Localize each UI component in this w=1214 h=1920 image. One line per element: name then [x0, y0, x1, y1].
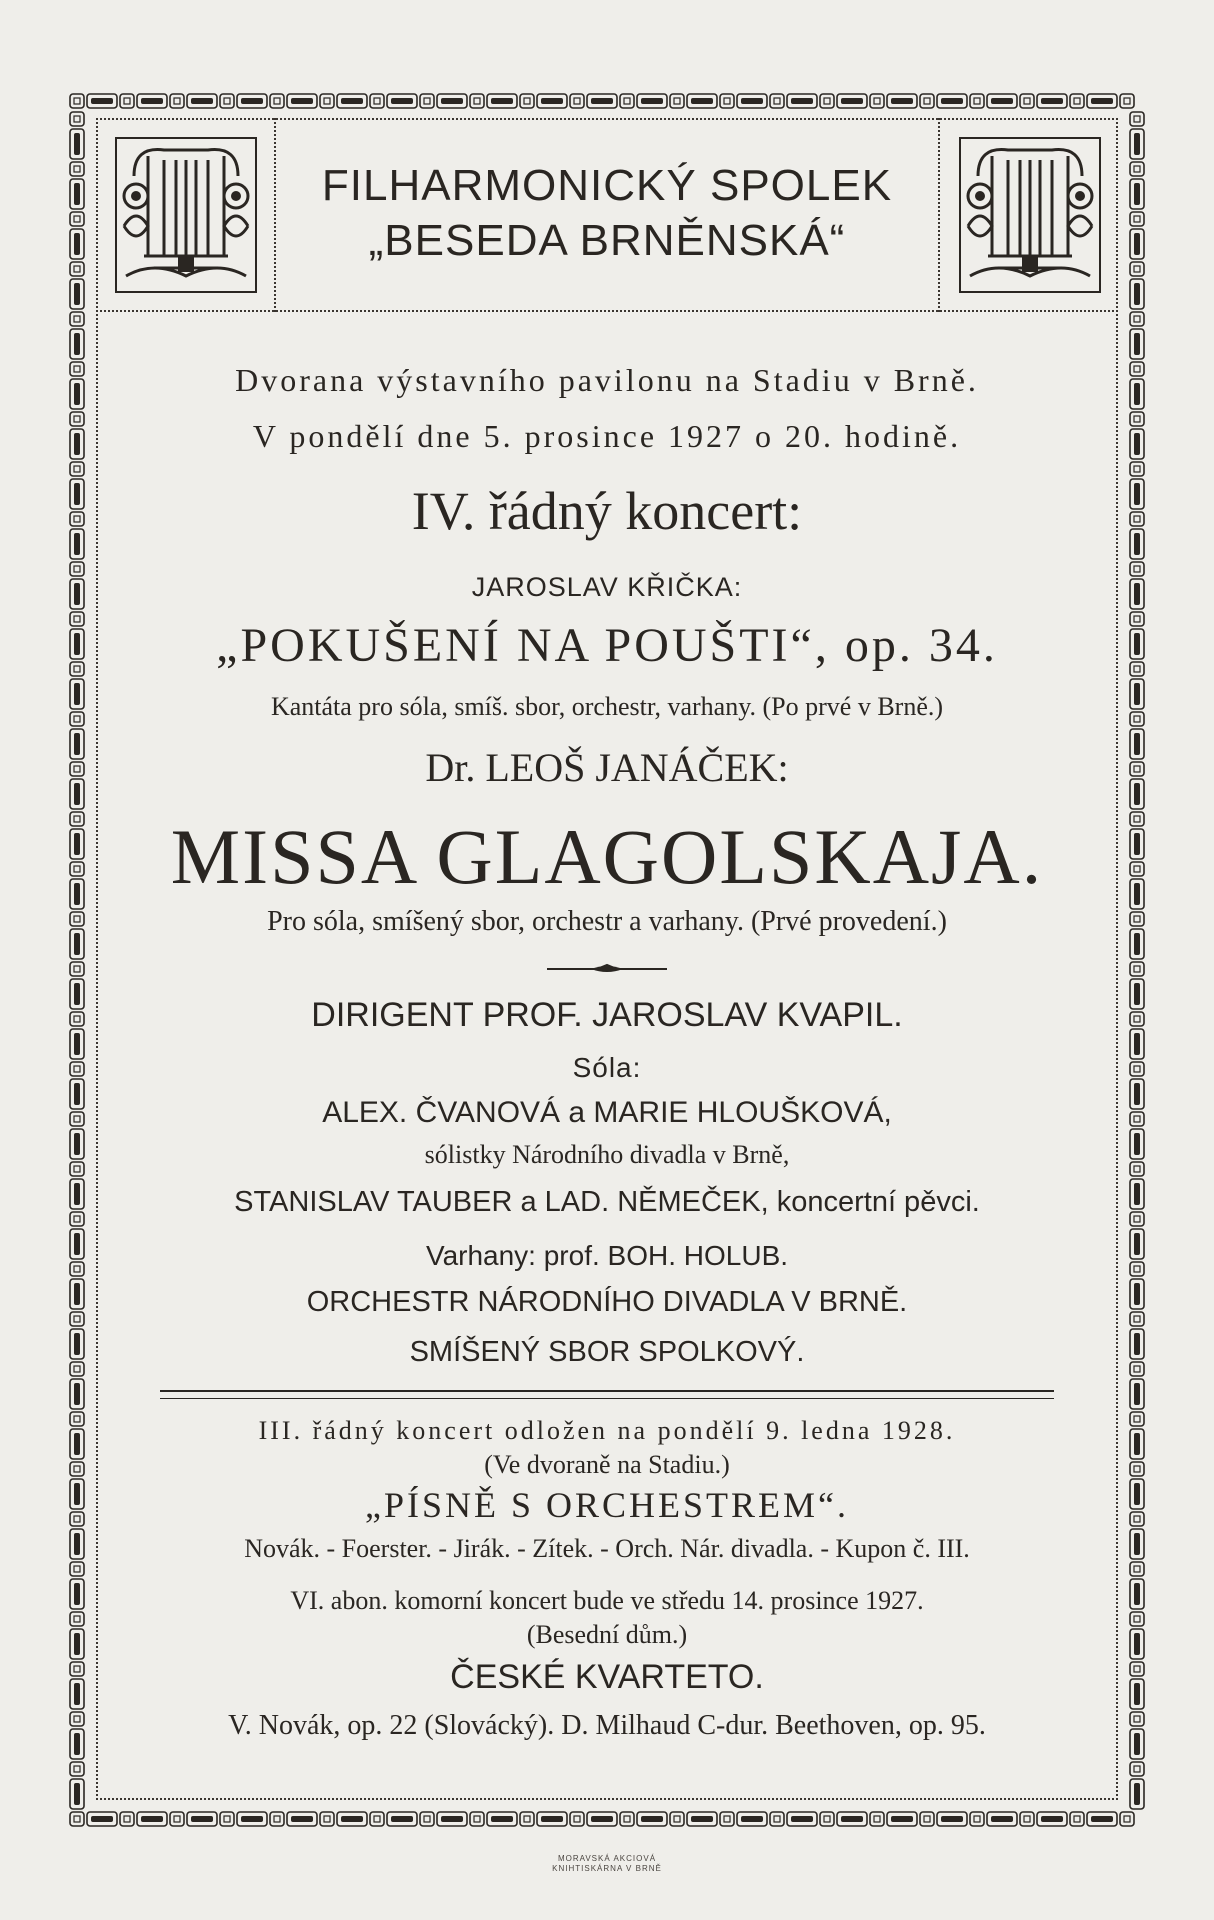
- soloists-male: STANISLAV TAUBER a LAD. NĚMEČEK, koncertní pěvci.: [234, 1186, 980, 1218]
- border-link: [70, 262, 84, 276]
- border-link: [1130, 1662, 1144, 1676]
- postponed-venue: (Ve dvoraně na Stadiu.): [484, 1450, 730, 1479]
- border-link: [70, 529, 84, 559]
- organist: Varhany: prof. BOH. HOLUB.: [425, 1240, 789, 1271]
- border-link: [1130, 1779, 1144, 1809]
- border-link: [1130, 1579, 1144, 1609]
- border-link: [70, 1429, 84, 1459]
- border-link: [1130, 329, 1144, 359]
- border-link: [70, 1462, 84, 1476]
- border-link: [1130, 1229, 1144, 1259]
- border-link: [70, 429, 84, 459]
- border-link: [70, 1762, 84, 1776]
- border-link: [1130, 262, 1144, 276]
- border-link: [1130, 1729, 1144, 1759]
- border-link: [1130, 1029, 1144, 1059]
- date-line: V pondělí dne 5. prosince 1927 o 20. hodině.: [252, 418, 962, 454]
- border-link: [70, 962, 84, 976]
- border-link: [1130, 1562, 1144, 1576]
- work-missa-description: Pro sóla, smíšený sbor, orchestr a varhany. (Prvé provedení.): [267, 906, 947, 937]
- postponed-notice: III. řádný koncert odložen na pondělí 9. ledna 1928.: [258, 1416, 956, 1445]
- printer-line-2: KNIHTISKÁRNA V BRNĚ: [552, 1864, 662, 1873]
- border-link: [1130, 679, 1144, 709]
- border-link: [1130, 1162, 1144, 1176]
- solo-label: Sóla:: [572, 1052, 642, 1083]
- border-link: [70, 979, 84, 1009]
- border-link: [1130, 529, 1144, 559]
- border-link: [70, 479, 84, 509]
- border-link: [70, 1479, 84, 1509]
- border-link: [1130, 862, 1144, 876]
- venue-line: Dvorana výstavního pavilonu na Stadiu v Brně.: [235, 362, 979, 398]
- border-link: [70, 312, 84, 326]
- choir: SMÍŠENÝ SBOR SPOLKOVÝ.: [409, 1336, 805, 1368]
- border-link: [1130, 1079, 1144, 1109]
- border-link: [1130, 612, 1144, 626]
- border-link: [1130, 829, 1144, 859]
- border-link: [70, 94, 84, 108]
- border-link: [70, 762, 84, 776]
- border-link: [70, 612, 84, 626]
- border-link: [70, 729, 84, 759]
- border-link: [70, 862, 84, 876]
- border-link: [70, 629, 84, 659]
- border-link: [1130, 1712, 1144, 1726]
- border-right: [1128, 110, 1146, 1810]
- border-link: [1130, 229, 1144, 259]
- border-link: [1130, 979, 1144, 1009]
- border-link: [70, 1412, 84, 1426]
- border-link: [70, 1662, 84, 1676]
- border-link: [70, 162, 84, 176]
- conductor: DIRIGENT PROF. JAROSLAV KVAPIL.: [311, 996, 903, 1034]
- border-link: [70, 1612, 84, 1626]
- chamber-title: ČESKÉ KVARTETO.: [450, 1658, 764, 1696]
- border-link: [1130, 729, 1144, 759]
- border-link: [70, 879, 84, 909]
- border-link: [70, 1079, 84, 1109]
- printer-mark: [0, 1854, 1214, 1874]
- composer-janacek: Dr. LEOŠ JANÁČEK:: [425, 745, 789, 790]
- border-link: [70, 1579, 84, 1609]
- border-link: [1130, 512, 1144, 526]
- border-link: [1130, 1329, 1144, 1359]
- border-link: [1130, 962, 1144, 976]
- border-link: [70, 1212, 84, 1226]
- border-link: [70, 1162, 84, 1176]
- border-link: [1130, 179, 1144, 209]
- border-link: [1130, 662, 1144, 676]
- border-link: [1130, 479, 1144, 509]
- border-link: [70, 229, 84, 259]
- border-link: [70, 112, 84, 126]
- border-link: [1130, 1462, 1144, 1476]
- border-link: [1130, 1379, 1144, 1409]
- border-link: [70, 929, 84, 959]
- border-link: [70, 279, 84, 309]
- border-link: [1130, 912, 1144, 926]
- border-link: [70, 329, 84, 359]
- border-link: [70, 1029, 84, 1059]
- border-link: [70, 1312, 84, 1326]
- border-link: [70, 1062, 84, 1076]
- border-link: [70, 1679, 84, 1709]
- border-link: [70, 462, 84, 476]
- border-link: [1130, 1629, 1144, 1659]
- border-link: [1130, 1062, 1144, 1076]
- border-link: [1130, 1279, 1144, 1309]
- border-link: [70, 1529, 84, 1559]
- border-link: [1130, 1312, 1144, 1326]
- postponed-title: „PÍSNĚ S ORCHESTREM“.: [364, 1485, 850, 1525]
- border-link: [70, 1262, 84, 1276]
- concert-program: [130, 0, 1084, 1920]
- border-link: [1130, 1512, 1144, 1526]
- border-link: [70, 1729, 84, 1759]
- border-left: [68, 110, 86, 1810]
- border-link: [1130, 879, 1144, 909]
- border-link: [70, 212, 84, 226]
- border-link: [70, 679, 84, 709]
- border-link: [1130, 1212, 1144, 1226]
- border-link: [1130, 812, 1144, 826]
- border-link: [1087, 1812, 1117, 1826]
- border-link: [70, 1512, 84, 1526]
- border-link: [1130, 629, 1144, 659]
- border-link: [70, 1329, 84, 1359]
- border-link: [1130, 162, 1144, 176]
- postponed-program: Novák. - Foerster. - Jirák. - Zítek. - Orch. Nár. divadla. - Kupon č. III.: [244, 1534, 970, 1563]
- border-link: [87, 94, 117, 108]
- border-link: [1130, 362, 1144, 376]
- work-missa-glagolskaja: MISSA GLAGOLSKAJA.: [170, 813, 1044, 900]
- border-link: [70, 829, 84, 859]
- border-link: [1130, 1429, 1144, 1459]
- border-link: [1130, 112, 1144, 126]
- printer-line-1: MORAVSKÁ AKCIOVÁ: [557, 1854, 657, 1863]
- border-link: [70, 1712, 84, 1726]
- border-link: [1130, 1679, 1144, 1709]
- border-link: [70, 912, 84, 926]
- border-link: [1130, 1362, 1144, 1376]
- border-link: [70, 1279, 84, 1309]
- border-link: [70, 129, 84, 159]
- border-link: [70, 512, 84, 526]
- ornament-divider: [547, 962, 667, 980]
- chamber-notice: VI. abon. komorní koncert bude ve středu 14. prosince 1927.: [290, 1586, 924, 1615]
- border-link: [1130, 1262, 1144, 1276]
- border-link: [70, 579, 84, 609]
- chamber-program: V. Novák, op. 22 (Slovácký). D. Milhaud C-dur. Beethoven, op. 95.: [228, 1710, 986, 1741]
- border-link: [70, 712, 84, 726]
- border-link: [1130, 1612, 1144, 1626]
- border-link: [70, 662, 84, 676]
- border-link: [1120, 1812, 1134, 1826]
- work-pokuseni-description: Kantáta pro sóla, smíš. sbor, orchestr, varhany. (Po prvé v Brně.): [270, 692, 944, 721]
- border-link: [1130, 429, 1144, 459]
- border-link: [1087, 94, 1117, 108]
- border-link: [1130, 712, 1144, 726]
- border-link: [1130, 779, 1144, 809]
- border-link: [70, 1129, 84, 1159]
- soloists-female: ALEX. ČVANOVÁ a MARIE HLOUŠKOVÁ,: [322, 1096, 892, 1129]
- border-link: [1130, 762, 1144, 776]
- border-link: [70, 1112, 84, 1126]
- chamber-venue: (Besední dům.): [526, 1620, 688, 1649]
- border-link: [70, 1012, 84, 1026]
- soloists-female-note: sólistky Národního divadla v Brně,: [424, 1140, 790, 1169]
- border-link: [70, 1229, 84, 1259]
- border-link: [1130, 412, 1144, 426]
- border-link: [70, 1779, 84, 1809]
- border-link: [70, 779, 84, 809]
- border-link: [1130, 129, 1144, 159]
- society-line-2: „BESEDA BRNĚNSKÁ“: [368, 216, 846, 265]
- orchestra: ORCHESTR NÁRODNÍHO DIVADLA V BRNĚ.: [306, 1286, 908, 1318]
- composer-kricka: JAROSLAV KŘIČKA:: [471, 572, 743, 602]
- border-link: [1130, 462, 1144, 476]
- border-link: [1130, 279, 1144, 309]
- border-link: [1130, 212, 1144, 226]
- border-link: [70, 1179, 84, 1209]
- border-link: [70, 362, 84, 376]
- border-link: [87, 1812, 117, 1826]
- work-pokuseni: „POKUŠENÍ NA POUŠTI“, op. 34.: [216, 619, 998, 672]
- border-link: [1130, 1762, 1144, 1776]
- border-link: [70, 1362, 84, 1376]
- border-link: [1130, 579, 1144, 609]
- border-link: [70, 1629, 84, 1659]
- concert-title: IV. řádný koncert:: [411, 481, 803, 541]
- border-link: [1130, 1479, 1144, 1509]
- border-link: [1130, 1012, 1144, 1026]
- border-link: [1130, 312, 1144, 326]
- border-link: [1130, 379, 1144, 409]
- border-link: [70, 412, 84, 426]
- society-line-1: FILHARMONICKÝ SPOLEK: [321, 161, 893, 210]
- border-link: [1130, 1529, 1144, 1559]
- border-link: [70, 1562, 84, 1576]
- section-rule: [160, 1390, 1054, 1399]
- border-link: [70, 1812, 84, 1826]
- border-link: [70, 812, 84, 826]
- border-link: [70, 1379, 84, 1409]
- border-link: [1130, 1179, 1144, 1209]
- border-link: [1130, 1112, 1144, 1126]
- border-link: [70, 562, 84, 576]
- border-link: [1130, 562, 1144, 576]
- border-link: [1130, 1129, 1144, 1159]
- border-link: [1120, 94, 1134, 108]
- border-link: [70, 179, 84, 209]
- border-link: [1130, 1412, 1144, 1426]
- border-link: [1130, 929, 1144, 959]
- border-link: [70, 379, 84, 409]
